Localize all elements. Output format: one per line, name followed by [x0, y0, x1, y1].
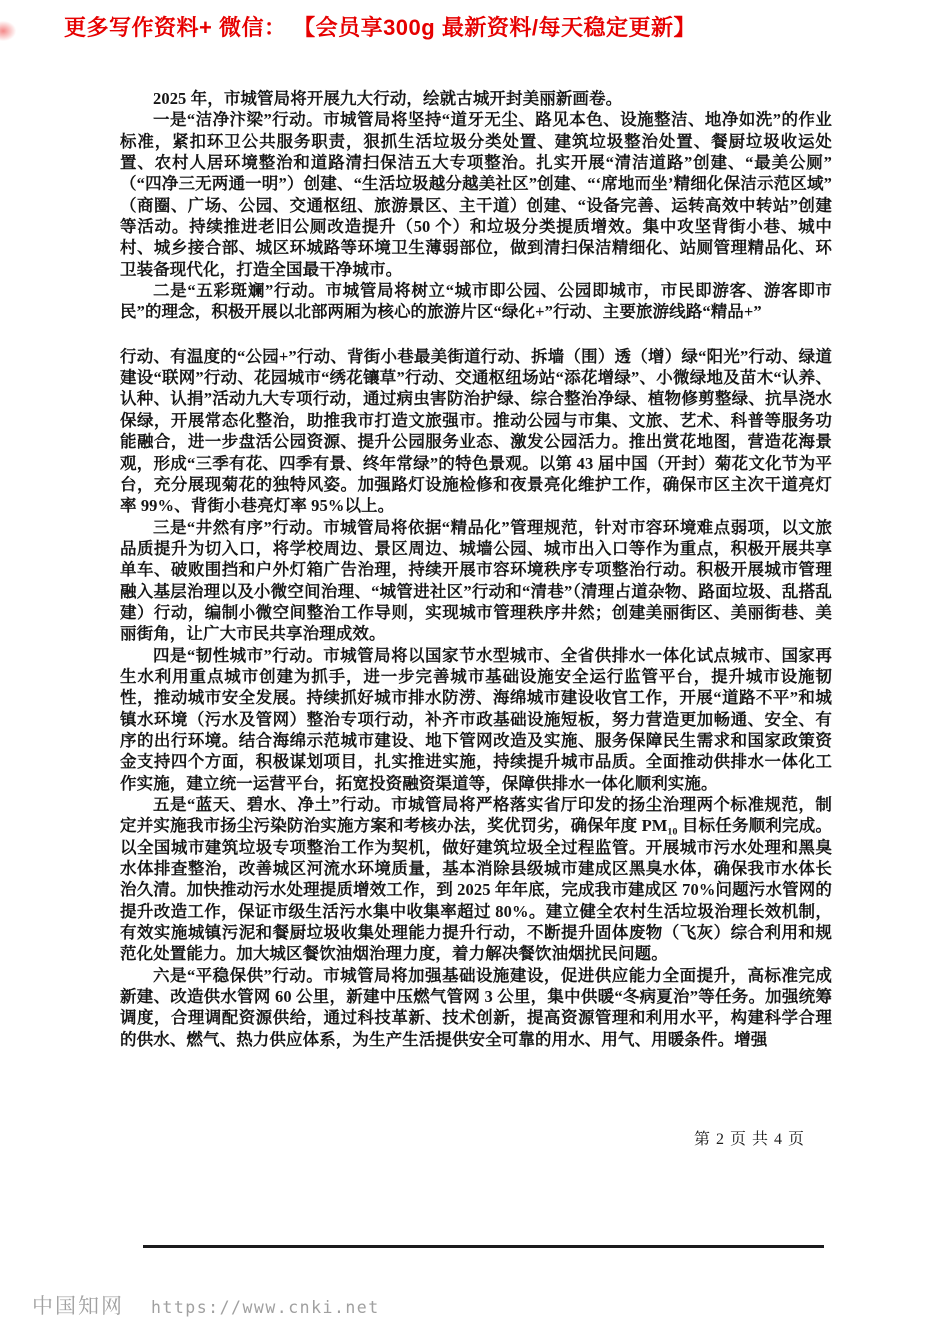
red-smudge-artifact	[0, 21, 16, 41]
page-number: 第 2 页 共 4 页	[693, 1131, 805, 1148]
paragraph-action-4: 四是“韧性城市”行动。市城管局将以国家节水型城市、全省供排水一体化试点城市、国家再生水利用重点城市创建为抓手，进一步完善城市基础设施安全运行监管平台，提升城市设施韧性，推动城市安全发展。持续抓好城市排水防涝、海绵城市建设收官工作，开展“道路不平”和城镇水环境（污水及管网）整治专项行动，补齐市政基础设施短板，努力营造更加畅通、安全、有序的出行环境。结合海绵示范城市建设、地下管网改造及实施、服务保障民生需求和国家政策资金支持四个方面，积极谋划项目，扎实推进实施，持续提升城市品质。全面推动供排水一体化工作实施，建立统一运营平台，拓宽投资融资渠道等，保障供排水一体化顺利实施。	[120, 645, 832, 793]
promo-banner-text: 更多写作资料+ 微信： 【会员享300g 最新资料/每天稳定更新】	[64, 15, 696, 40]
paragraph-action-5: 五是“蓝天、碧水、净土”行动。市城管局将严格落实省厅印发的扬尘治理两个标准规范，制定并实施我市扬尘污染防治实施方案和考核办法，奖优罚劣，确保年度 PM₁₀ 目标任务顺利完成。以全国城市建筑垃圾专项整治工作为契机，做好建筑垃圾全过程监管。开展城市污水处理和黑臭水体排查整治，改善城区河流水环境质量，基本消除县级城市建成区黑臭水体，确保我市水体长治久清。加快推动污水处理提质增效工作，到 2025 年年底，完成我市建成区 70%问题污水管网的提升改造工作，保证市级生活污水集中收集率超过 80%。建立健全农村生活垃圾治理长效机制，有效实施城镇污泥和餐厨垃圾收集处理能力提升行动，不断提升固体废物（飞灰）综合利用和规范化处置能力。加大城区餐饮油烟治理力度，着力解决餐饮油烟扰民问题。	[120, 795, 832, 964]
paragraph-action-2: 二是“五彩斑斓”行动。市城管局将树立“城市即公园、公园即城市，市民即游客、游客即市民”的理念，积极开展以北部两厢为核心的旅游片区“绿化+”行动、主要旅游线路“精品+”	[120, 281, 832, 322]
paragraph-action-2-continued: 行动、有温度的“公园+”行动、背街小巷最美街道行动、拆墙（围）透（增）绿“阳光”行动、绿道建设“联网”行动、花园城市“绣花镶草”行动、交通枢纽场站“添花增绿”、小微绿地及苗木“认养、认种、认捐”活动九大专项行动，通过病虫害防治护绿、综合整治净绿、植物修剪整绿、抗旱浇水保绿，开展常态化整治，助推我市打造文旅强市。推动公园与市集、文旅、艺术、科普等服务功能融合，进一步盘活公园资源、提升公园服务业态、激发公园活力。推出赏花地图，营造花海景观，形成“三季有花、四季有景、终年常绿”的特色景观。以第 43 届中国（开封）菊花文化节为平台，充分展现菊花的独特风姿。加强路灯设施检修和夜景亮化维护工作，确保市区主次干道亮灯率 99%、背街小巷亮灯率 95%以上。	[120, 346, 832, 516]
paragraph-intro: 2025 年，市城管局将开展九大行动，绘就古城开封美丽新画卷。	[153, 89, 623, 108]
paragraph-action-6: 六是“平稳保供”行动。市城管局将加强基础设施建设，促进供应能力全面提升，高标准完成新建、改造供水管网 60 公里，新建中压燃气管网 3 公里，集中供暖“冬病夏治”等任务。加强统筹调度，合理调配资源供给，通过科技革新、技术创新，提高资源管理和利用水平，构建科学合理的供水、燃气、热力供应体系，为生产生活提供安全可靠的用水、用气、用暖条件。增强	[120, 965, 832, 1049]
cnki-watermark	[32, 1290, 380, 1320]
document-text-block	[120, 88, 832, 1050]
footer-divider-line	[143, 1245, 824, 1248]
cnki-url-text: https://www.cnki.net	[151, 1298, 380, 1317]
paragraph-action-3: 三是“井然有序”行动。市城管局将依据“精品化”管理规范，针对市容环境难点弱项，以文旅品质提升为切入口，将学校周边、景区周边、城墙公园、城市出入口等作为重点，积极开展共享单车、破败围挡和户外灯箱广告治理，持续开展市容环境秩序专项整治行动。积极开展城市管理融入基层治理以及小微空间治理、“城管进社区”行动和“清巷”（清理占道杂物、路面垃圾、乱搭乱建）行动，编制小微空间整治工作导则，实现城市管理秩序井然；创建美丽街区、美丽街巷、美丽街角，让广大市民共享治理成效。	[120, 517, 832, 644]
paragraph-action-1: 一是“洁净汴梁”行动。市城管局将坚持“道牙无尘、路见本色、设施整洁、地净如洗”的作业标准，紧扣环卫公共服务职责，狠抓生活垃圾分类处置、建筑垃圾整治处置、餐厨垃圾收运处置、农村人居环境整治和道路清扫保洁五大专项整治。扎实开展“清洁道路”创建、“最美公厕”（“四净三无两通一明”）创建、“生活垃圾越分越美社区”创建、“‘席地而坐’精细化保洁示范区域”（商圈、广场、公园、交通枢纽、旅游景区、主干道）创建、“设备完善、运转高效中转站”创建等活动。持续推进老旧公厕改造提升（50 个）和垃圾分类提质增效。集中攻坚背街小巷、城中村、城乡接合部、城区环城路等环境卫生薄弱部位，做到清扫保洁精细化、站厕管理精品化、环卫装备现代化，打造全国最干净城市。	[120, 110, 832, 279]
cnki-brand-text: 中国知网	[32, 1294, 124, 1318]
